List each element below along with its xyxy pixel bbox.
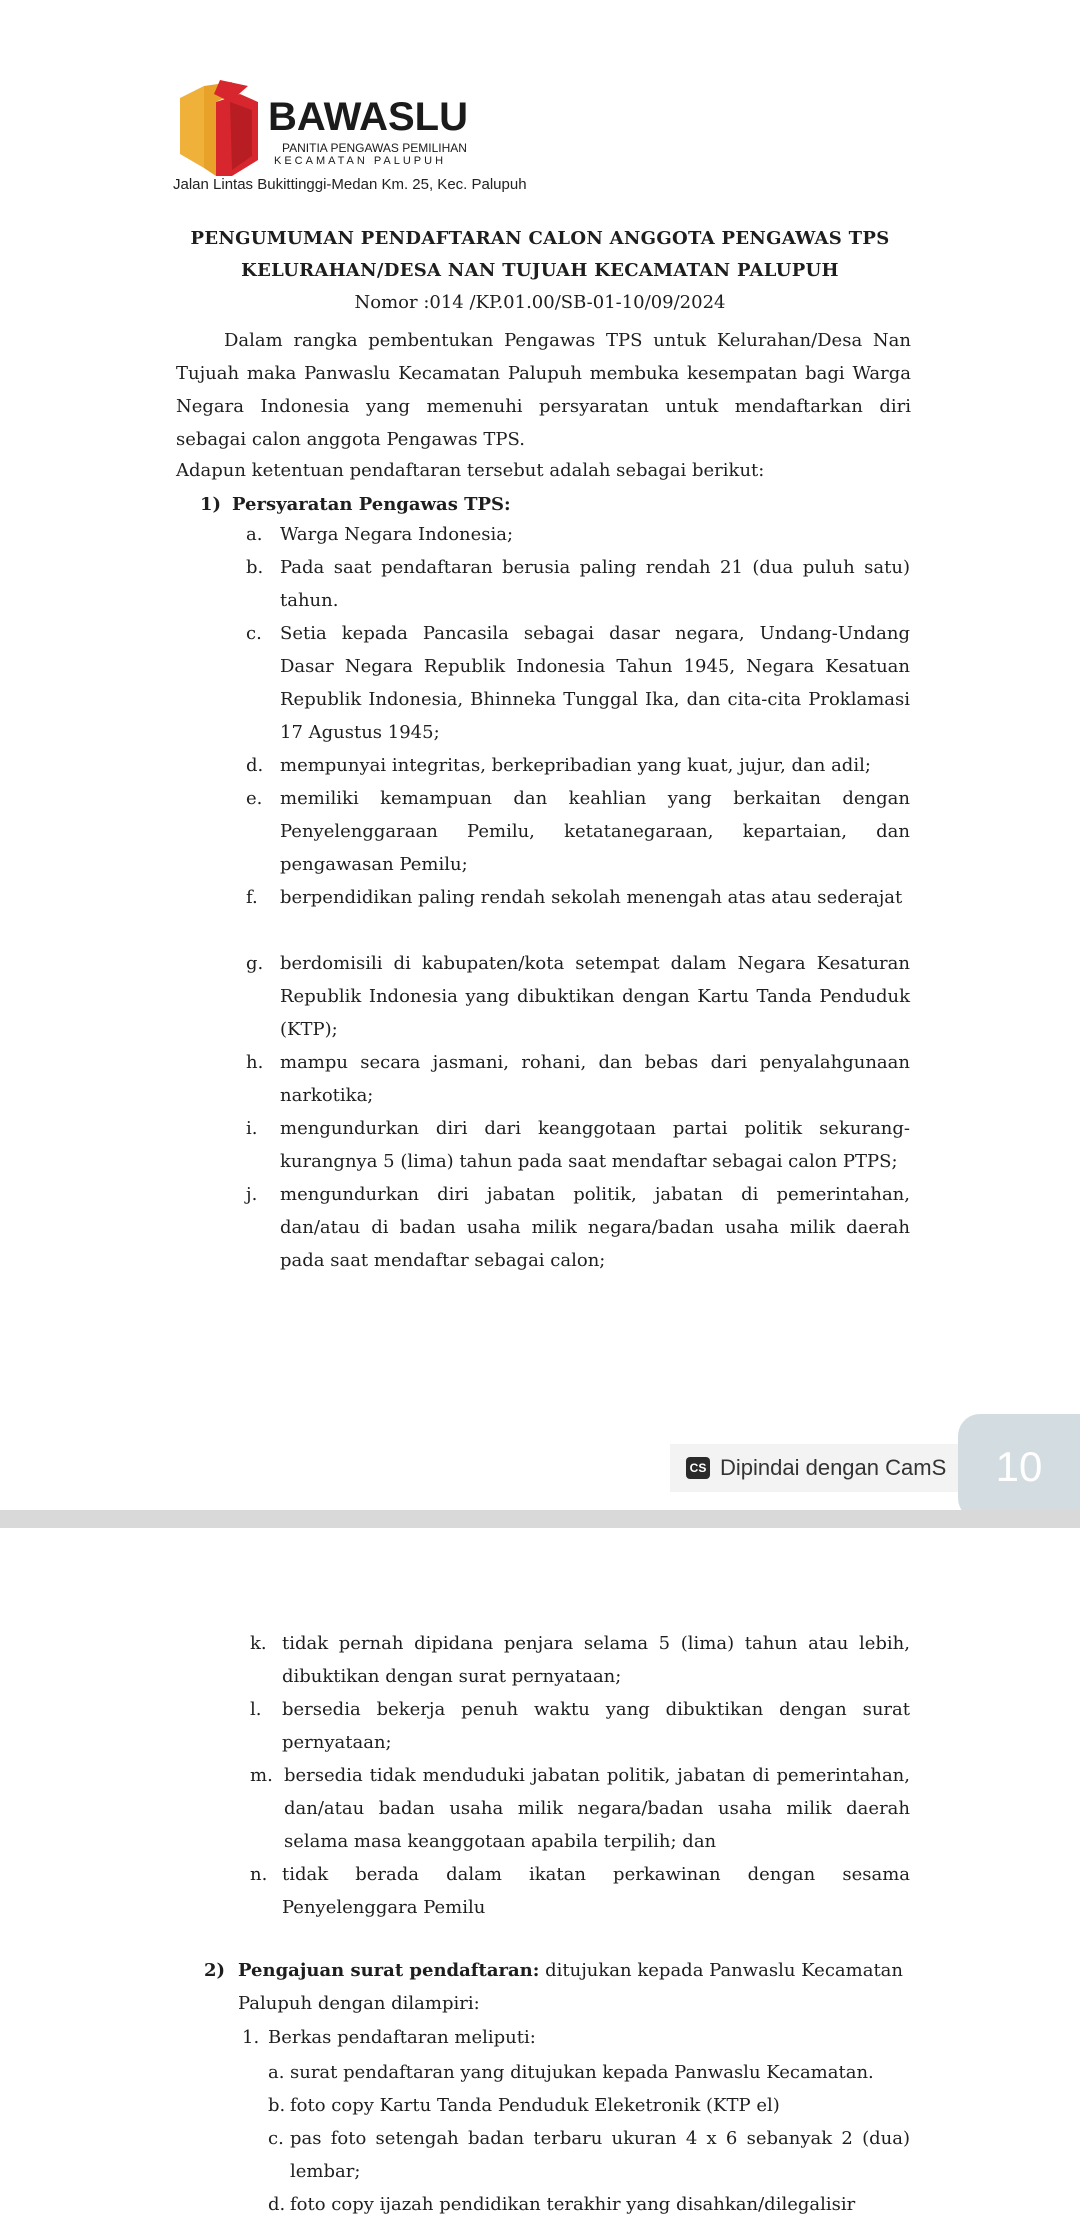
page-separator: [0, 1510, 1080, 1528]
scan-label: Dipindai dengan CamS: [720, 1455, 947, 1480]
requirement-label: b.: [246, 557, 264, 578]
requirement-a: [246, 518, 910, 551]
requirement-label: d.: [246, 755, 264, 776]
requirement-text: tidak berada dalam ikatan perkawinan dengan sesama Penyelenggara Pemilu: [282, 1864, 910, 1918]
ketentuan-text: Adapun ketentuan pendaftaran tersebut adalah sebagai berikut:: [176, 460, 765, 481]
requirement-g: [246, 947, 910, 1046]
berkas-item-a: [268, 2056, 910, 2089]
requirement-text: bersedia bekerja penuh waktu yang dibuktikan dengan surat pernyataan;: [282, 1699, 910, 1753]
requirement-text: mengundurkan diri jabatan politik, jabatan di pemerintahan, dan/atau di badan usaha milik negara/badan usaha milik daerah pada saat mendaftar sebagai calon;: [280, 1184, 910, 1271]
requirement-text: tidak pernah dipidana penjara selama 5 (lima) tahun atau lebih, dibuktikan dengan surat pernyataan;: [282, 1633, 910, 1687]
section-2-title: Pengajuan surat pendaftaran:: [238, 1960, 540, 1981]
requirement-k: [250, 1627, 910, 1693]
document-number: Nomor :014 /KP.01.00/SB-01-10/09/2024: [354, 292, 726, 313]
berkas-item-text: foto copy Kartu Tanda Penduduk Eleketronik (KTP el): [290, 2095, 780, 2116]
berkas-item-label: c.: [268, 2128, 284, 2149]
intro-paragraph: Dalam rangka pembentukan Pengawas TPS untuk Kelurahan/Desa Nan Tujuah maka Panwaslu Kecamatan Palupuh membuka kesempatan bagi Warga Negara Indonesia yang memenuhi persyaratan untuk mendaftarkan diri sebagai calon anggota Pengawas TPS.: [176, 330, 911, 450]
berkas-item-label: b.: [268, 2095, 286, 2116]
requirement-text: memiliki kemampuan dan keahlian yang berkaitan dengan Penyelenggaraan Pemilu, ketatanegaraan, kepartaian, dan pengawasan Pemilu;: [280, 788, 910, 875]
announcement-title: PENGUMUMAN PENDAFTARAN CALON ANGGOTA PENGAWAS TPS: [190, 228, 890, 249]
berkas-item-text: foto copy ijazah pendidikan terakhir yang disahkan/dilegalisir: [290, 2194, 856, 2215]
requirement-label: c.: [246, 623, 262, 644]
berkas-item-label: d.: [268, 2194, 286, 2215]
berkas-item-d: [268, 2188, 910, 2221]
requirement-b: [246, 551, 910, 617]
svg-text:PANITIA PENGAWAS PEMILIHAN: PANITIA PENGAWAS PEMILIHAN: [282, 141, 467, 155]
requirement-text: mampu secara jasmani, rohani, dan bebas dari penyalahgunaan narkotika;: [280, 1052, 910, 1106]
requirement-text: mempunyai integritas, berkepribadian yang kuat, jujur, dan adil;: [280, 755, 871, 776]
org-name: BAWASLU: [268, 95, 468, 139]
svg-text:KECAMATAN PALUPUH: KECAMATAN PALUPUH: [274, 155, 447, 167]
requirement-label: f.: [246, 887, 258, 908]
section-2-text-cont: Palupuh dengan dilampiri:: [238, 1993, 480, 2014]
requirement-label: e.: [246, 788, 263, 809]
berkas-item-text: pas foto setengah badan terbaru ukuran 4 x 6 sebanyak 2 (dua) lembar;: [290, 2128, 910, 2182]
requirement-label: m.: [250, 1765, 273, 1786]
camscanner-icon: CS: [686, 1457, 710, 1479]
requirement-text: berdomisili di kabupaten/kota setempat dalam Negara Kesaturan Republik Indonesia yang dibuktikan dengan Kartu Tanda Penduduk (KTP);: [280, 953, 910, 1040]
requirement-text: Setia kepada Pancasila sebagai dasar negara, Undang-Undang Dasar Negara Republik Indonesia Tahun 1945, Negara Kesatuan Republik Indonesia, Bhinneka Tunggal Ika, dan cita-cita Proklamasi 17 Agustus 1945;: [280, 623, 910, 743]
requirement-h: [246, 1046, 910, 1112]
section-2-number: 2): [204, 1960, 226, 1981]
requirement-text: berpendidikan paling rendah sekolah menengah atas atau sederajat: [280, 887, 903, 908]
page-number-badge: 10: [958, 1414, 1080, 1520]
berkas-item-label: a.: [268, 2062, 285, 2083]
section-1-number: 1): [200, 494, 222, 515]
requirement-label: a.: [246, 524, 263, 545]
requirement-c: [246, 617, 910, 749]
announcement-subtitle: KELURAHAN/DESA NAN TUJUAH KECAMATAN PALUPUH: [241, 260, 839, 281]
section-2-heading: [238, 1960, 903, 1981]
requirement-label: j.: [246, 1184, 258, 1205]
requirement-label: n.: [250, 1864, 268, 1885]
section-1-title: Persyaratan Pengawas TPS:: [232, 494, 511, 515]
requirement-j: [246, 1178, 910, 1277]
berkas-text: Berkas pendaftaran meliputi:: [268, 2027, 536, 2048]
requirement-text: bersedia tidak menduduki jabatan politik, jabatan di pemerintahan, dan/atau badan usaha milik negara/badan usaha milik daerah selama masa keanggotaan apabila terpilih; dan: [284, 1765, 910, 1852]
bawaslu-logo: [170, 80, 530, 180]
berkas-item-c: [268, 2122, 910, 2188]
requirement-label: h.: [246, 1052, 264, 1073]
requirement-d: [246, 749, 910, 782]
requirement-text: mengundurkan diri dari keanggotaan partai politik sekurang-kurangnya 5 (lima) tahun pada saat mendaftar sebagai calon PTPS;: [280, 1118, 910, 1172]
berkas-item-text: surat pendaftaran yang ditujukan kepada Panwaslu Kecamatan.: [290, 2062, 874, 2083]
requirement-e: [246, 782, 910, 881]
requirement-text: Pada saat pendaftaran berusia paling rendah 21 (dua puluh satu) tahun.: [280, 557, 910, 611]
requirement-label: i.: [246, 1118, 258, 1139]
requirement-i: [246, 1112, 910, 1178]
section-2-text: ditujukan kepada Panwaslu Kecamatan: [545, 1960, 904, 1981]
berkas-item-b: [268, 2089, 910, 2122]
requirement-f: [246, 881, 910, 914]
requirement-l: [250, 1693, 910, 1759]
requirement-label: k.: [250, 1633, 267, 1654]
requirement-label: g.: [246, 953, 264, 974]
address: Jalan Lintas Bukittinggi-Medan Km. 25, Kec. Palupuh: [173, 176, 527, 193]
requirement-label: l.: [250, 1699, 262, 1720]
document-page-2: [0, 1528, 1080, 2218]
berkas-label: 1.: [242, 2027, 260, 2048]
requirement-m: [250, 1759, 910, 1858]
scan-watermark: [670, 1444, 960, 1492]
requirement-n: [250, 1858, 910, 1924]
requirement-text: Warga Negara Indonesia;: [280, 524, 514, 545]
